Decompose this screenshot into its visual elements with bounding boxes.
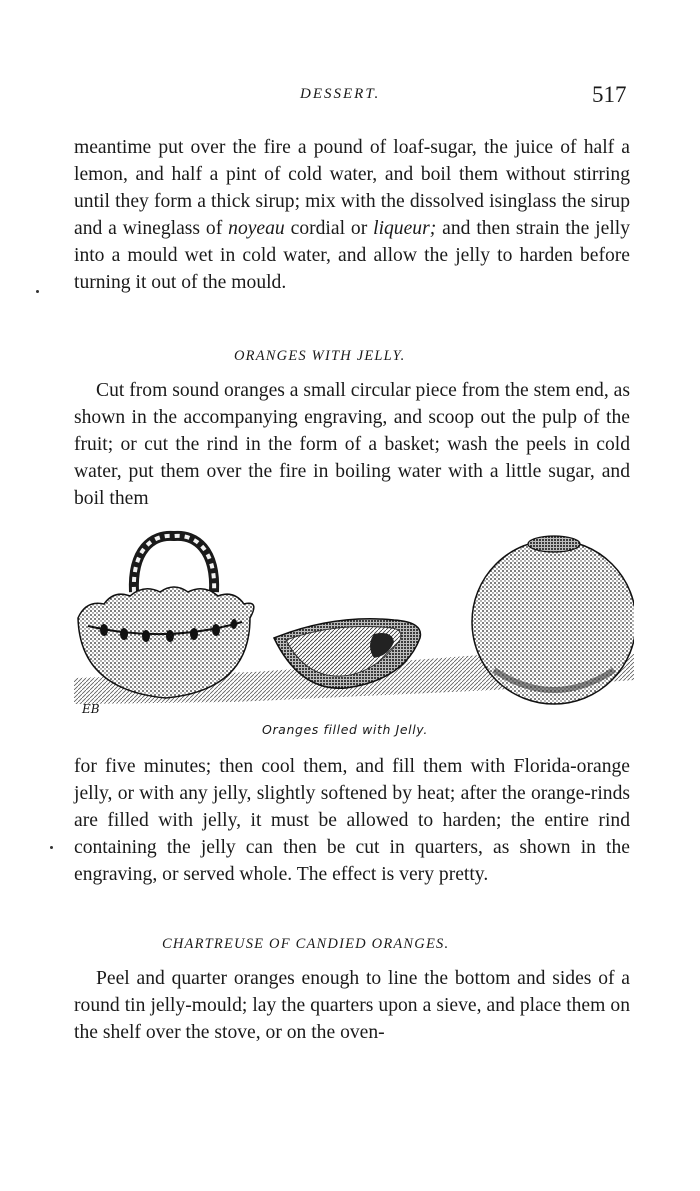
section-heading-oranges-with-jelly: ORANGES WITH JELLY. — [234, 348, 406, 364]
running-head: DESSERT. — [300, 86, 381, 102]
engraver-mark: EB — [82, 702, 100, 716]
margin-mark — [36, 290, 39, 293]
paragraph-oranges-continued: for five minutes; then cool them, and fill them with Florida-orange jelly, or with any jelly, slightly softened by heat; after the orange-rinds are filled with jelly, it must be allowed to harden; the entire rind containing the jelly can then be cut in quarters, as shown in the engraving, or served whole. The effect is very pretty. — [74, 756, 630, 885]
page-number: 517 — [592, 82, 627, 107]
paragraph-chartreuse: Peel and quarter oranges enough to line the bottom and sides of a round tin jelly-mould; lay the quarters upon a sieve, and place them on the shelf over the stove, or on the oven- — [74, 968, 630, 1043]
orange-whole — [472, 536, 634, 704]
orange-basket — [78, 536, 254, 698]
paragraph-continued: meantime put over the fire a pound of loaf-sugar, the juice of half a lemon, and half a pint of cold water, and boil them without stirring until they form a thick sirup; mix with the dissolved isinglass the sirup and a wineglass of noyeau cordial or liqueur; and then strain the jelly into a mould wet in cold water, and allow the jelly to harden before turning it out of the mould. — [74, 137, 631, 293]
margin-mark — [50, 846, 53, 849]
italic-term: noyeau — [228, 218, 285, 239]
oranges-engraving — [74, 530, 634, 720]
section-heading-chartreuse: CHARTREUSE OF CANDIED ORANGES. — [162, 936, 450, 952]
paragraph-oranges-intro: Cut from sound oranges a small circular piece from the stem end, as shown in the accompanying engraving, and scoop out the pulp of the fruit; or cut the rind in the form of a basket; wash the peels in cold water, put them over the fire in boiling water with a little sugar, and boil them — [74, 380, 630, 509]
italic-term: liqueur; — [373, 218, 437, 239]
figure-caption: Oranges filled with Jelly. — [262, 722, 428, 737]
